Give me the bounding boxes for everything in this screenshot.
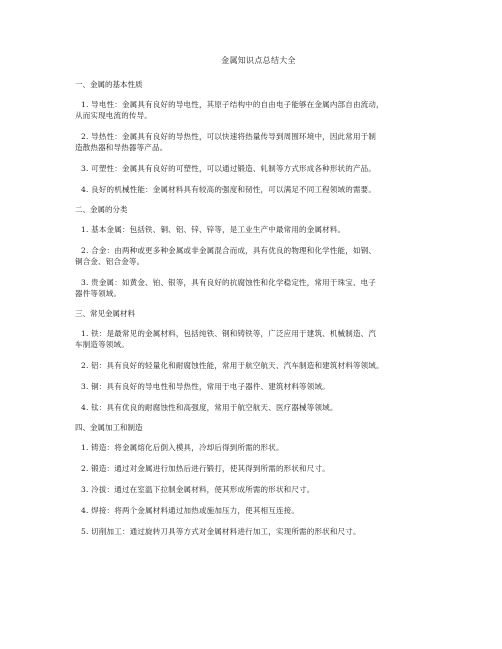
section-heading: 四、金属加工和制造 [75, 423, 143, 432]
list-item [75, 131, 442, 153]
item-line: 3. 贵金属：如黄金、铂、银等，具有良好的抗腐蚀性和化学稳定性，常用于珠宝、电子 [81, 278, 377, 287]
item-line: 1. 基本金属：包括铁、铜、铝、锌、锌等，是工业生产中最常用的金属材料。 [81, 225, 346, 234]
list-item [75, 224, 442, 235]
section-heading: 二、金属的分类 [75, 205, 128, 214]
section-4 [75, 423, 442, 537]
item-line: 4. 焊接：将两个金属材料通过加热或施加压力，使其相互连接。 [81, 506, 300, 515]
section-1 [75, 80, 442, 195]
section-heading: 一、金属的基本性质 [75, 80, 143, 89]
item-line: 4. 良好的机械性能：金属材料具有较高的强度和韧性，可以满足不同工程领域的需要。 [81, 185, 377, 194]
item-line: 从而实现电流的传导。 [75, 111, 152, 120]
list-item [75, 360, 442, 371]
list-item [75, 99, 442, 121]
item-line: 5. 切削加工：通过旋转刀具等方式对金属材料进行加工，实现所需的形状和尺寸。 [81, 527, 361, 536]
item-line: 2. 铝：具有良好的轻量化和耐腐蚀性能，常用于航空航天、汽车制造和建筑材料等领域。 [81, 361, 384, 370]
list-item [75, 505, 442, 516]
item-line: 2. 导热性：金属具有良好的导热性，可以快速将热量传导到周围环境中，因此常用于制 [81, 132, 377, 141]
document-title: 金属知识点总结大全 [221, 56, 296, 65]
list-item [75, 526, 442, 537]
item-line: 1. 铁：是最常见的金属材料，包括纯铁、钢和铸铁等，广泛应用于建筑、机械制造、汽 [81, 329, 377, 338]
item-line: 1. 导电性：金属具有良好的导电性，其原子结构中的自由电子能够在金属内部自由流动， [81, 100, 384, 109]
list-item [75, 328, 442, 350]
list-item [75, 442, 442, 453]
list-item [75, 277, 442, 299]
item-line: 器件等领域。 [75, 289, 122, 298]
item-line: 造散热器和导热器等产品。 [75, 143, 168, 152]
item-line: 车制造等领域。 [75, 340, 129, 349]
list-item [75, 463, 442, 474]
item-line: 3. 可塑性：金属具有良好的可塑性，可以通过锻造、轧制等方式形成各种形状的产品。 [81, 164, 377, 173]
item-line: 2. 锻造：通过对金属进行加热后进行锻打，使其得到所需的形状和尺寸。 [81, 464, 330, 473]
document-body [75, 80, 442, 537]
list-item [75, 484, 442, 495]
list-item [75, 163, 442, 174]
section-3 [75, 309, 442, 413]
item-line: 2. 合金：由两种或更多种金属或非金属混合而成，具有优良的物理和化学性能，如钢、 [81, 246, 377, 255]
list-item [75, 381, 442, 392]
item-line: 铜合金、铝合金等。 [75, 257, 145, 266]
item-line: 1. 铸造：将金属熔化后倒入模具，冷却后得到所需的形状。 [81, 443, 284, 452]
section-heading: 三、常见金属材料 [75, 309, 135, 318]
list-item [75, 184, 442, 195]
section-2 [75, 205, 442, 299]
item-line: 4. 钛：具有优良的耐腐蚀性和高强度，常用于航空航天、医疗器械等领域。 [81, 403, 338, 412]
list-item [75, 402, 442, 413]
list-item [75, 245, 442, 267]
item-line: 3. 铜：具有良好的导电性和导热性，常用于电子器件、建筑材料等领域。 [81, 382, 330, 391]
item-line: 3. 冷拔：通过在室温下拉制金属材料，使其形成所需的形状和尺寸。 [81, 485, 315, 494]
